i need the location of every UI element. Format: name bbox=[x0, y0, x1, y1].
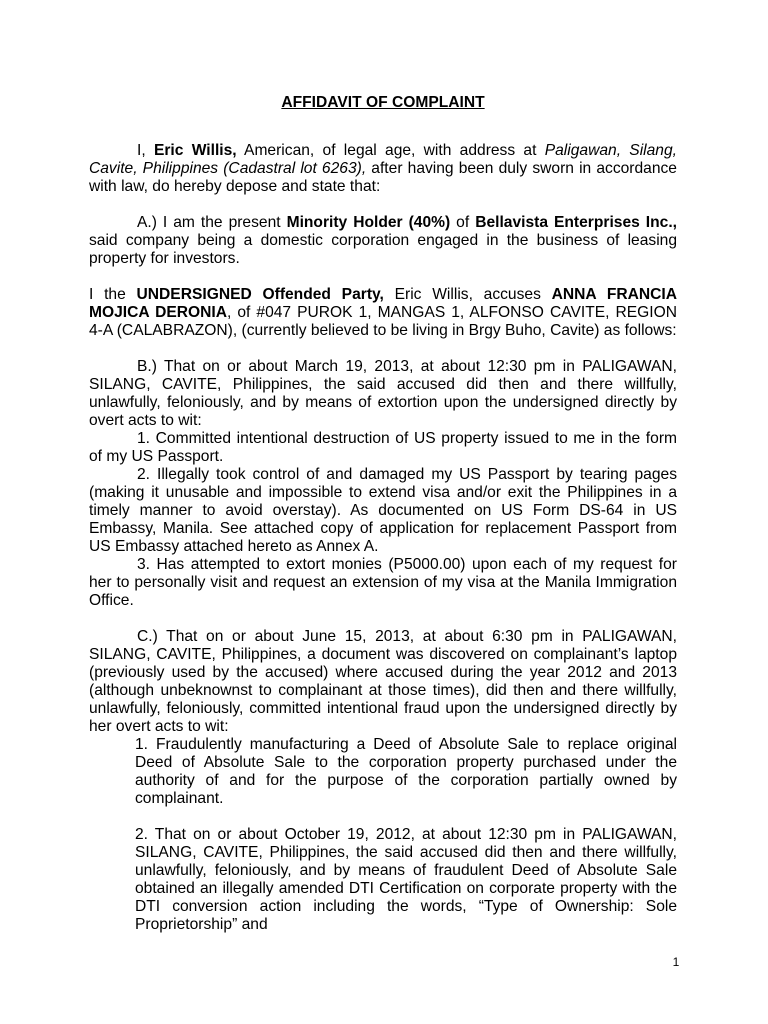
document-title: AFFIDAVIT OF COMPLAINT bbox=[281, 94, 485, 111]
minority-holder: Minority Holder (40%) bbox=[286, 214, 451, 231]
paragraph-a-text: said company being a domestic corporation engaged in the business of leasing property for investors. bbox=[89, 232, 677, 267]
accusation-paragraph bbox=[89, 286, 677, 340]
paragraph-a-text: of bbox=[450, 214, 476, 231]
accusation-text: , of #047 PUROK 1, MANGAS 1, ALFONSO CAVITE, REGION 4-A (CALABRAZON), (currently believed to be living in Brgy Buho, Cavite) as follows: bbox=[89, 304, 677, 339]
paragraph-a-text: A.) I am the present bbox=[137, 214, 287, 231]
accusation-text: Eric Willis, accuses bbox=[383, 286, 552, 303]
paragraph-c: C.) That on or about June 15, 2013, at about 6:30 pm in PALIGAWAN, SILANG, CAVITE, Philippines, a document was discovered on complainant’s laptop (previously used by the accused) where accused during the year 2012 and 2013 (although unbeknownst to complainant at those times), did then and there willfully, unlawfully, feloniously, committed intentional fraud upon the undersigned directly by her overt acts to wit: bbox=[89, 628, 677, 735]
complainant-name: Eric Willis, bbox=[153, 142, 237, 159]
paragraph-b: B.) That on or about March 19, 2013, at about 12:30 pm in PALIGAWAN, SILANG, CAVITE, Philippines, the said accused did then and there willfully, unlawfully, feloniously, and by means of extortion upon the undersigned directly by overt acts to wit: bbox=[89, 358, 677, 429]
intro-text: after having been duly sworn in accordance with law, do hereby depose and state that: bbox=[89, 160, 677, 195]
accused-name: ANNA FRANCIA MOJICA DERONIA bbox=[89, 286, 677, 321]
company-name: Bellavista Enterprises Inc., bbox=[475, 214, 677, 231]
paragraph-b-item-2: 2. Illegally took control of and damaged my US Passport by tearing pages (making it unusable and impossible to extend visa and/or exit the Philippines in a timely manner to avoid overstay). As documented on US Form DS-64 in US Embassy, Manila. See attached copy of application for replacement Passport from US Embassy attached hereto as Annex A. bbox=[89, 466, 677, 555]
affidavit-body bbox=[89, 94, 677, 934]
offended-party: UNDERSIGNED Offended Party, bbox=[136, 286, 384, 303]
intro-paragraph bbox=[89, 142, 677, 196]
paragraph-b-item-3: 3. Has attempted to extort monies (P5000.00) upon each of my request for her to personally visit and request an extension of my visa at the Manila Immigration Office. bbox=[89, 556, 677, 609]
complainant-address: Paligawan, Silang, Cavite, Philippines (Cadastral lot 6263), bbox=[89, 142, 677, 177]
accusation-text: I the bbox=[89, 286, 137, 303]
paragraph-c-item-1: 1. Fraudulently manufacturing a Deed of Absolute Sale to replace original Deed of Absolute Sale to the corporation property purchased under the authority of and for the purpose of the corporation partially owned by complainant. bbox=[135, 736, 677, 807]
paragraph-c-item-2: 2. That on or about October 19, 2012, at about 12:30 pm in PALIGAWAN, SILANG, CAVITE, Philippines, the said accused did then and there willfully, unlawfully, feloniously, and by means of fraudulent Deed of Absolute Sale obtained an illegally amended DTI Certification on corporate property with the DTI conversion action including the words, “Type of Ownership: Sole Proprietorship” and bbox=[135, 826, 677, 933]
intro-text: I, bbox=[137, 142, 154, 159]
intro-text: American, of legal age, with address at bbox=[236, 142, 545, 159]
paragraph-b-item-1: 1. Committed intentional destruction of US property issued to me in the form of my US Passport. bbox=[89, 430, 677, 465]
page-number: 1 bbox=[672, 955, 680, 969]
paragraph-a bbox=[89, 214, 677, 268]
